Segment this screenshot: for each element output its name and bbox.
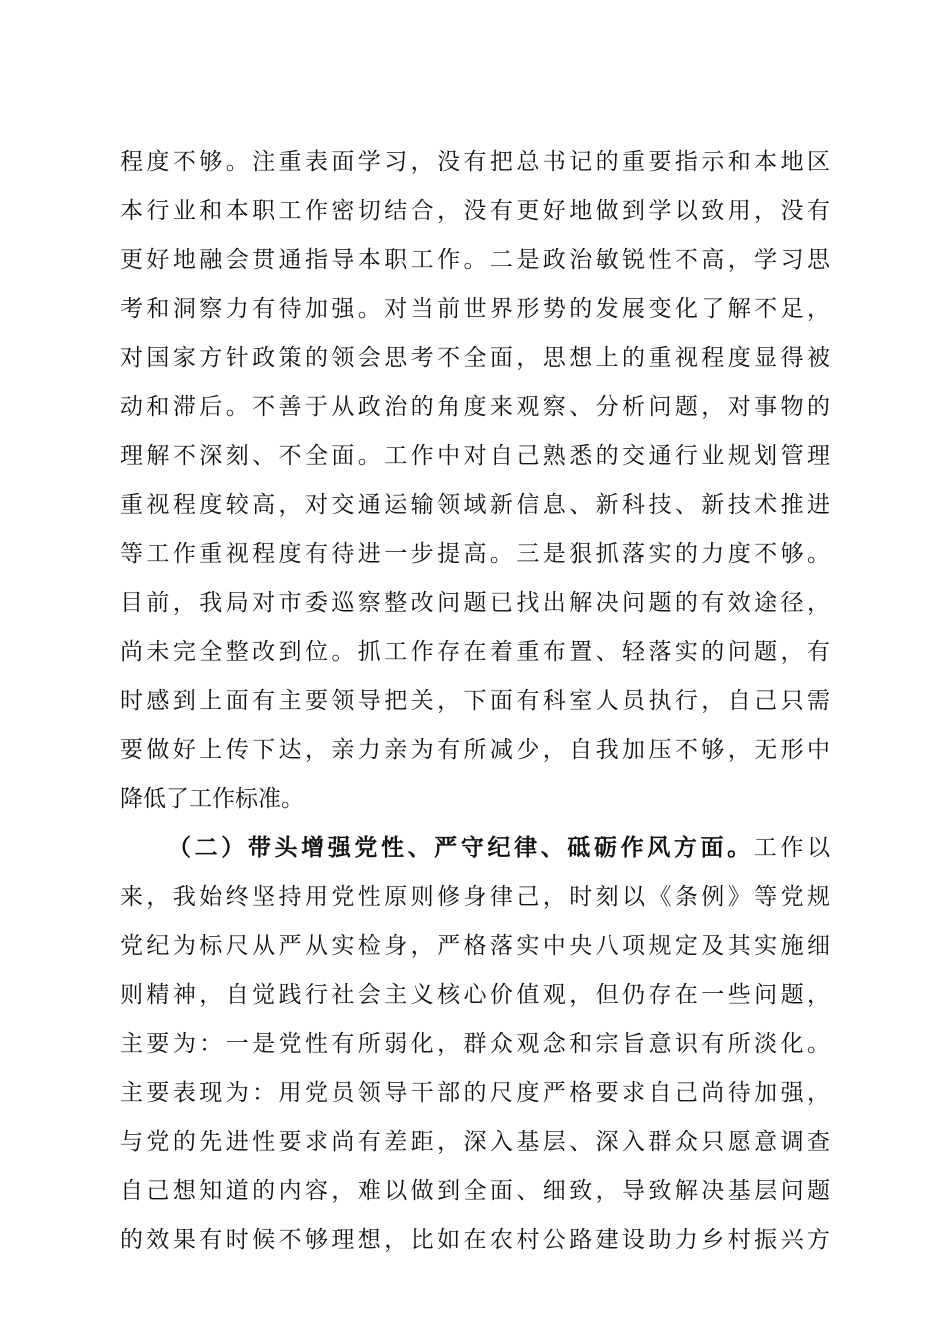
text-line: 考和洞察力有待加强。对当前世界形势的发展变化了解不足， bbox=[120, 296, 830, 322]
section-heading: （二）带头增强党性、严守纪律、砥砺作风方面。 bbox=[168, 834, 754, 861]
text-line: 自己想知道的内容，难以做到全面、细致，导致解决基层问题 bbox=[120, 1178, 830, 1204]
text-line: 的效果有时候不够理想，比如在农村公路建设助力乡村振兴方 bbox=[120, 1227, 830, 1253]
text-line: 来，我始终坚持用党性原则修身律己，时刻以《条例》等党规 bbox=[120, 884, 830, 910]
heading-line-rest: 工作以 bbox=[753, 835, 830, 861]
text-line: 主要表现为：用党员领导干部的尺度严格要求自己尚待加强， bbox=[120, 1080, 830, 1106]
text-line: 则精神，自觉践行社会主义核心价值观，但仍存在一些问题， bbox=[120, 982, 830, 1008]
text-line: 对国家方针政策的领会思考不全面，思想上的重视程度显得被 bbox=[120, 345, 830, 371]
text-line: 时感到上面有主要领导把关，下面有科室人员执行，自己只需 bbox=[120, 688, 830, 714]
text-line: 本行业和本职工作密切结合，没有更好地做到学以致用，没有 bbox=[120, 198, 830, 224]
text-line: 要做好上传下达，亲力亲为有所减少，自我加压不够，无形中 bbox=[120, 737, 830, 763]
text-line: 重视程度较高，对交通运输领域新信息、新科技、新技术推进 bbox=[120, 492, 830, 518]
text-line: 与党的先进性要求尚有差距，深入基层、深入群众只愿意调查 bbox=[120, 1129, 830, 1155]
text-line: 党纪为标尺从严从实检身，严格落实中央八项规定及其实施细 bbox=[120, 933, 830, 959]
text-line: 等工作重视程度有待进一步提高。三是狠抓落实的力度不够。 bbox=[120, 541, 830, 567]
section-heading-line bbox=[168, 826, 830, 870]
text-line: 理解不深刻、不全面。工作中对自己熟悉的交通行业规划管理 bbox=[120, 443, 830, 469]
text-line: 动和滞后。不善于从政治的角度来观察、分析问题，对事物的 bbox=[120, 394, 830, 420]
text-line: 尚未完全整改到位。抓工作存在着重布置、轻落实的问题，有 bbox=[120, 639, 830, 665]
text-line: 降低了工作标准。 bbox=[120, 786, 304, 812]
text-line: 主要为：一是党性有所弱化，群众观念和宗旨意识有所淡化。 bbox=[120, 1031, 830, 1057]
text-line: 更好地融会贯通指导本职工作。二是政治敏锐性不高，学习思 bbox=[120, 247, 830, 273]
text-line: 目前，我局对市委巡察整改问题已找出解决问题的有效途径， bbox=[120, 590, 830, 616]
text-line: 程度不够。注重表面学习，没有把总书记的重要指示和本地区 bbox=[120, 149, 830, 175]
